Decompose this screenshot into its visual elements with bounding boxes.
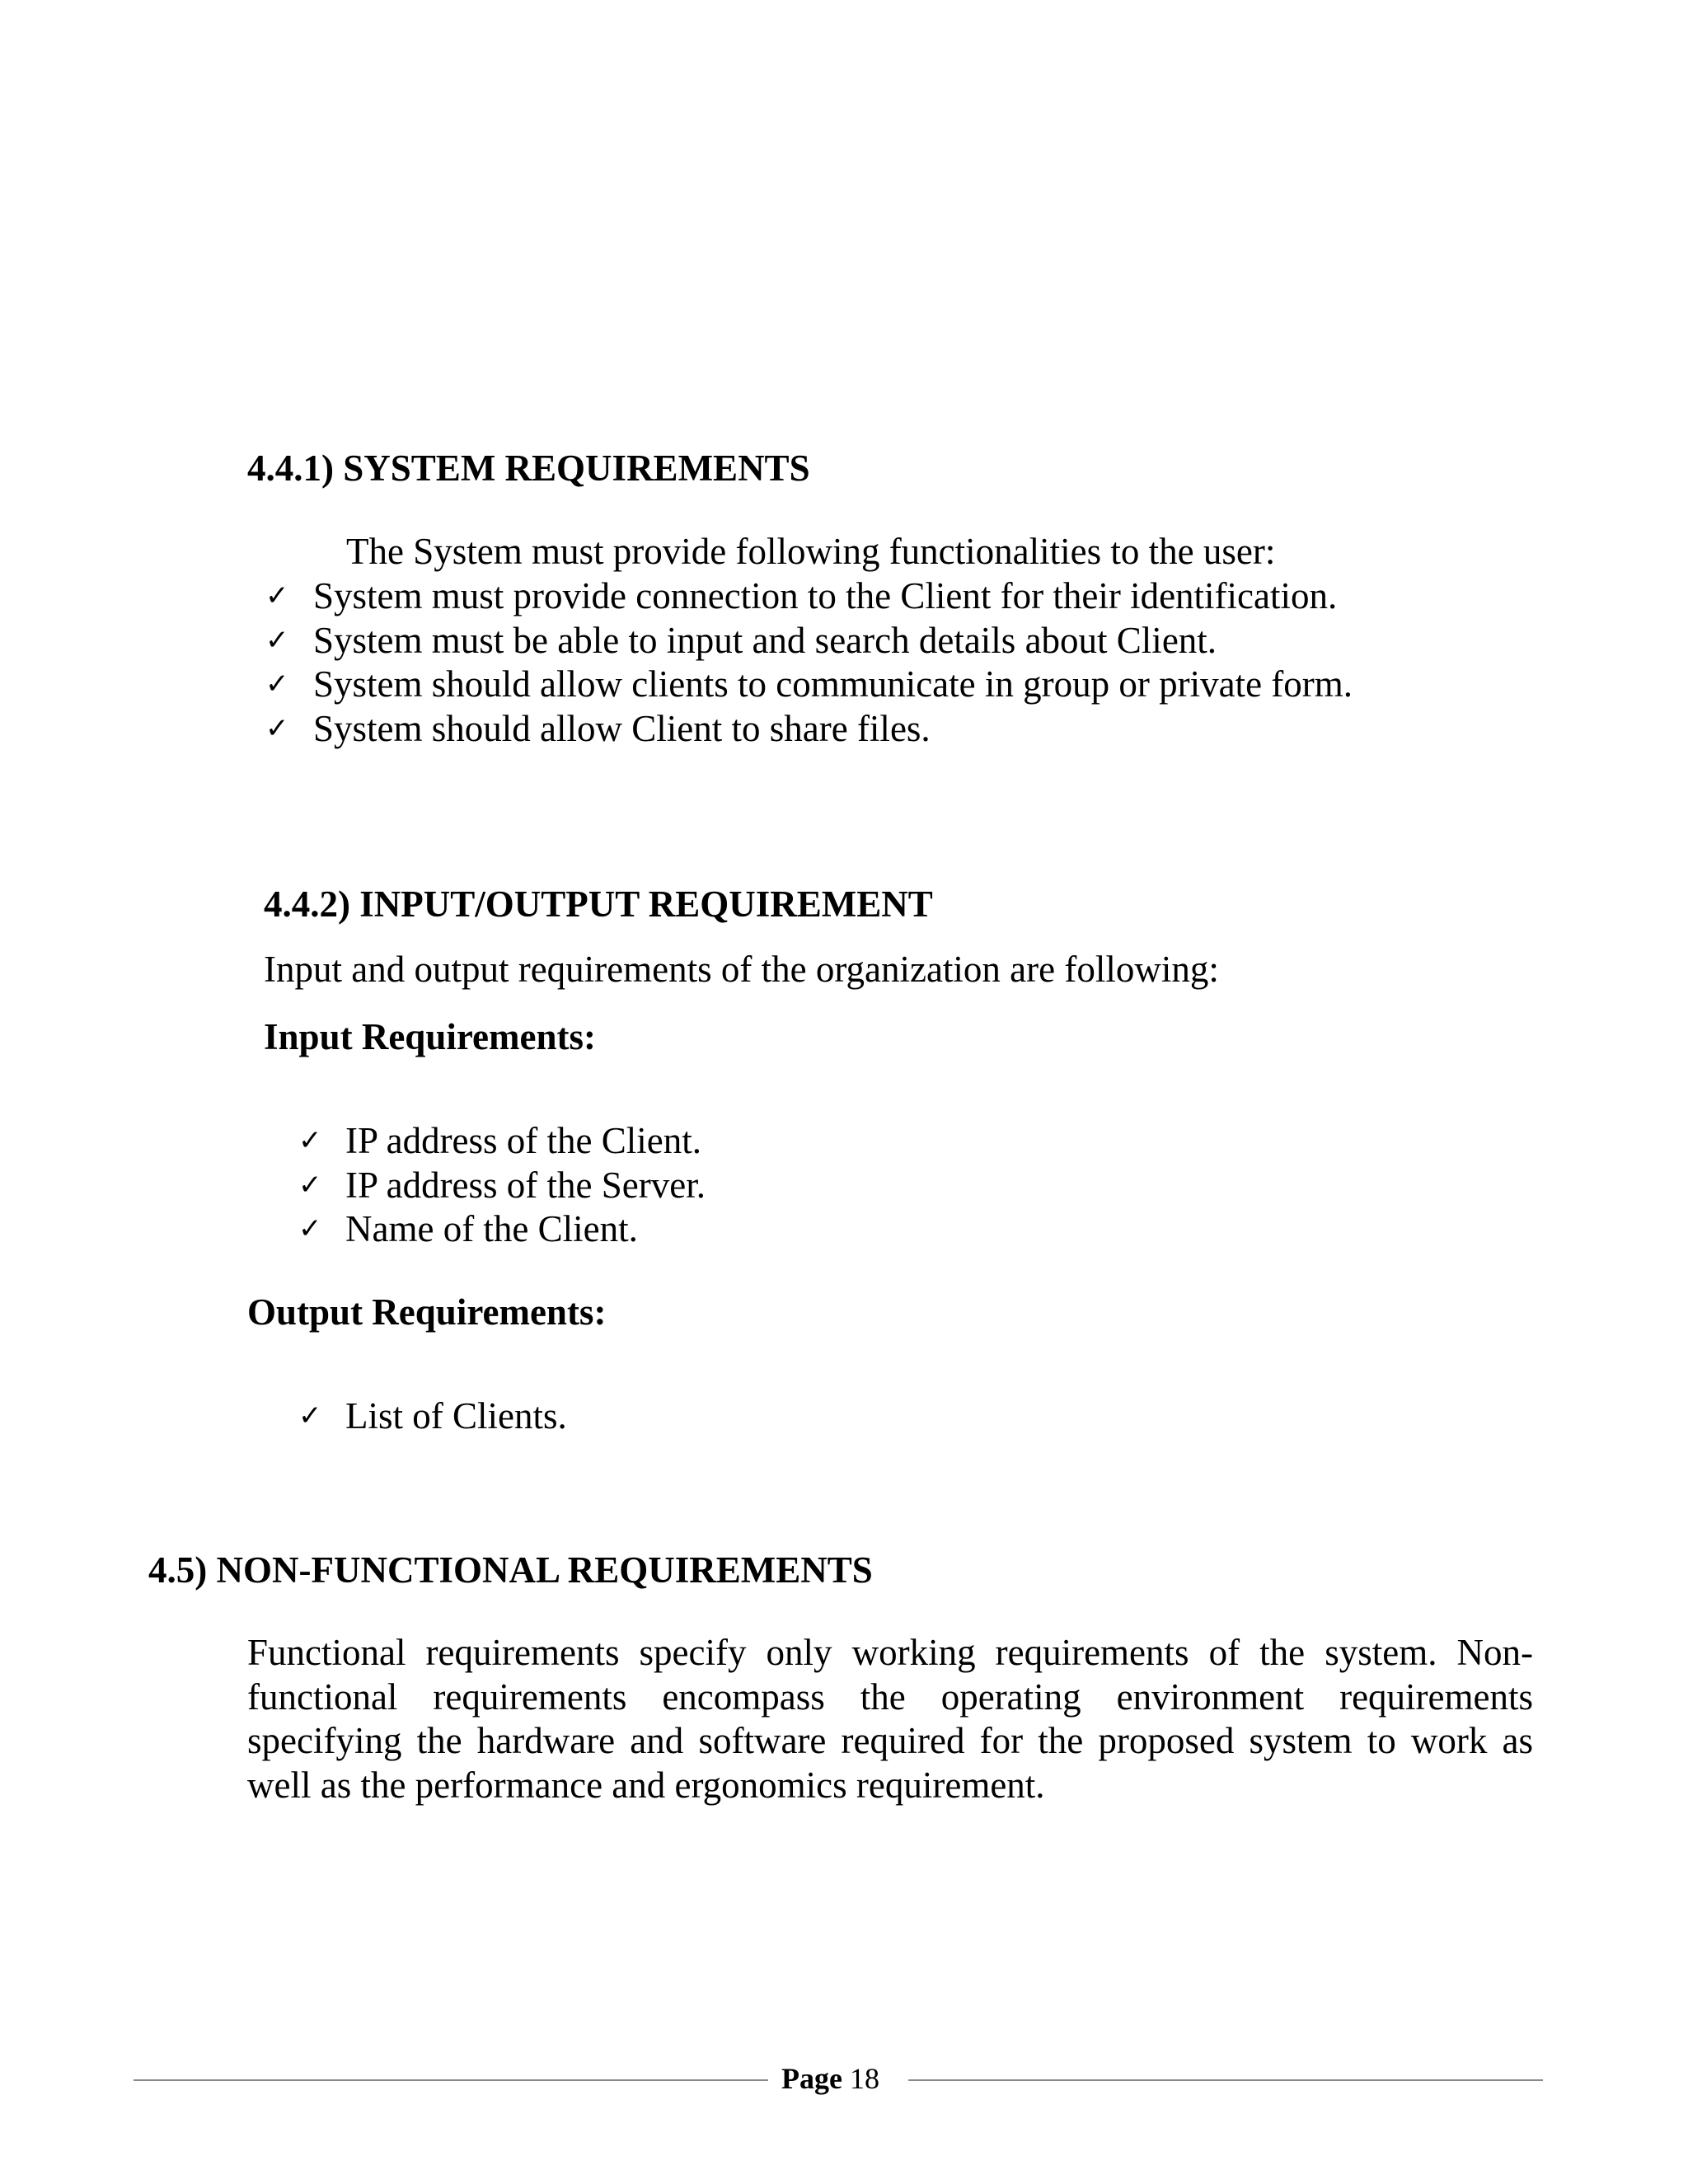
section-441-intro: The System must provide following functionalities to the user:	[346, 531, 1276, 572]
input-requirements-list	[298, 1119, 706, 1252]
list-item: ✓ List of Clients.	[298, 1394, 567, 1439]
section-45-heading: 4.5) NON-FUNCTIONAL REQUIREMENTS	[148, 1549, 873, 1591]
output-requirements-heading: Output Requirements:	[247, 1291, 607, 1333]
section-441-list	[247, 574, 1353, 751]
checkmark-icon: ✓	[265, 623, 289, 657]
list-item: ✓ System must be able to input and search details about Client.	[247, 619, 1353, 663]
footer-rule-right	[908, 2079, 1543, 2081]
checkmark-icon: ✓	[265, 711, 289, 745]
page-number: 18	[849, 2062, 879, 2095]
section-442-heading: 4.4.2) INPUT/OUTPUT REQUIREMENT	[264, 883, 933, 925]
footer-rule-left	[134, 2079, 768, 2081]
list-item: ✓ System must provide connection to the Client for their identification.	[247, 574, 1353, 619]
input-requirements-heading: Input Requirements:	[264, 1016, 596, 1057]
list-item: ✓ Name of the Client.	[298, 1207, 706, 1252]
checkmark-icon: ✓	[298, 1399, 322, 1432]
list-item: ✓ System should allow Client to share files.	[247, 707, 1353, 752]
checkmark-icon: ✓	[298, 1168, 322, 1202]
checkmark-icon: ✓	[298, 1212, 322, 1245]
page-number-footer	[781, 2060, 879, 2097]
list-item: ✓ System should allow clients to communicate in group or private form.	[247, 663, 1353, 707]
checkmark-icon: ✓	[265, 668, 289, 701]
checkmark-icon: ✓	[265, 579, 289, 612]
list-item: ✓ IP address of the Server.	[298, 1164, 706, 1208]
checkmark-icon: ✓	[298, 1124, 322, 1157]
output-requirements-list	[298, 1394, 567, 1439]
page-word: Page	[781, 2062, 842, 2095]
section-441-heading: 4.4.1) SYSTEM REQUIREMENTS	[247, 448, 810, 489]
section-45-paragraph: Functional requirements specify only working requirements of the system. Non-functional requirements encompass the operating environment requirements specifying the hardware and software required for the proposed system to work as well as the performance and ergonomics requirement.	[247, 1632, 1533, 1806]
section-442-intro: Input and output requirements of the organization are following:	[264, 949, 1219, 990]
list-item: ✓ IP address of the Client.	[298, 1119, 706, 1164]
